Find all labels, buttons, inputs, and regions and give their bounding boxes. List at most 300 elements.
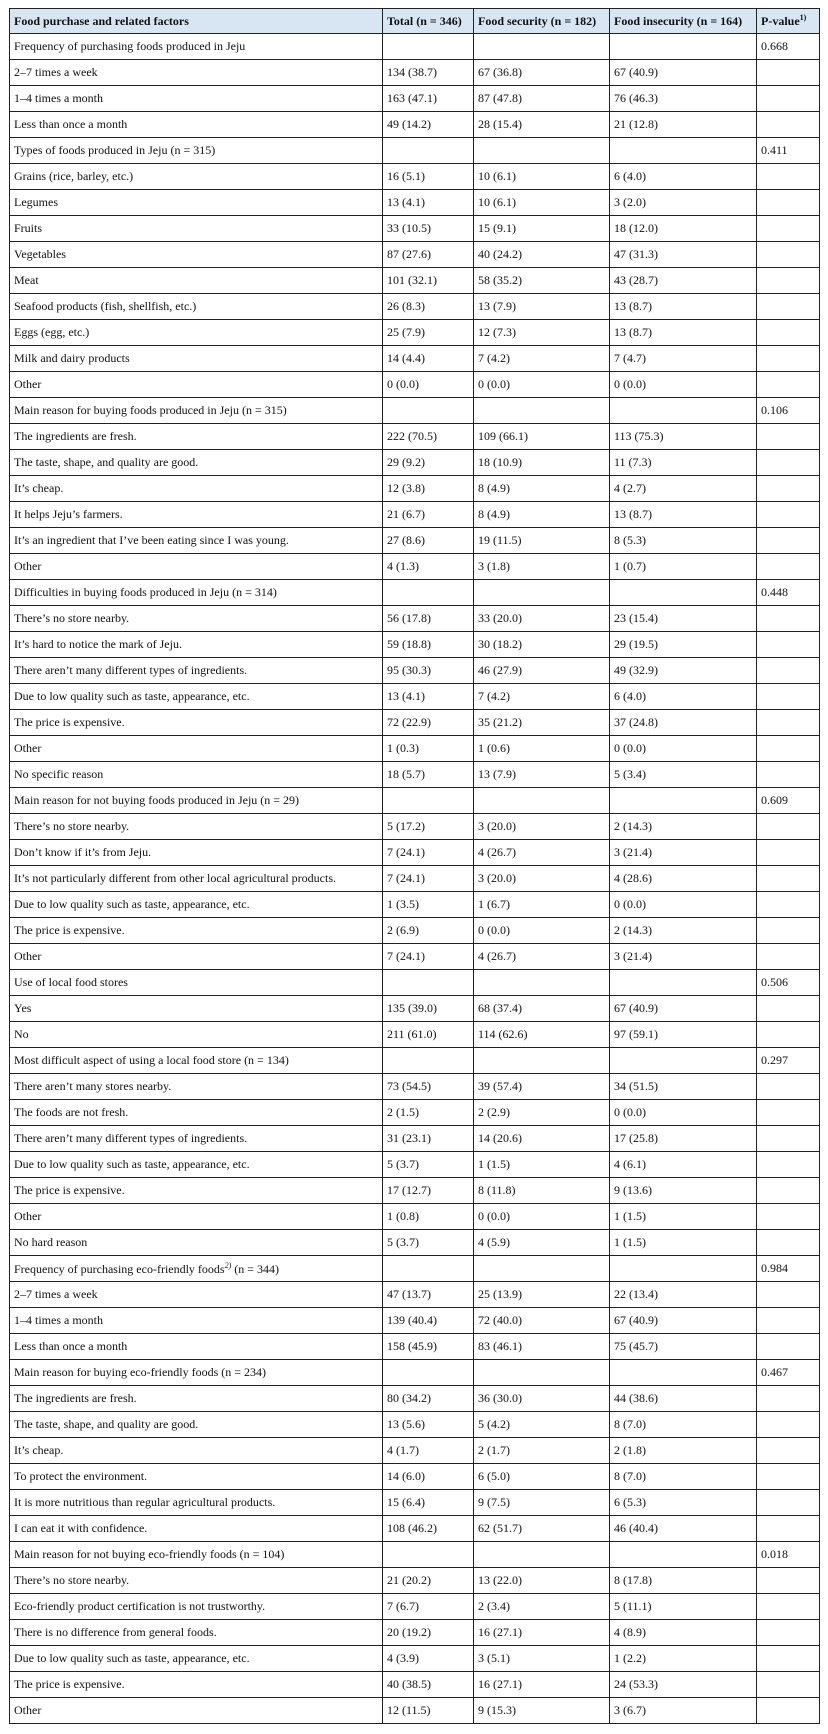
total-cell: 2 (1.5): [383, 1100, 474, 1126]
row-label-cell: [10, 970, 383, 996]
total-cell: 33 (10.5): [383, 216, 474, 242]
row-label-cell: [10, 1100, 383, 1126]
table-row: [10, 1490, 820, 1516]
table-row: [10, 1334, 820, 1360]
row-label: Grains (rice, barley, etc.): [14, 169, 134, 183]
total-cell: 13 (4.1): [383, 684, 474, 710]
row-label: Milk and dairy products: [14, 351, 130, 365]
food-insecurity-cell: [610, 970, 757, 996]
table-row: [10, 1568, 820, 1594]
food-security-cell: 12 (7.3): [474, 320, 610, 346]
p-value-cell: [757, 762, 820, 788]
p-value-cell: [757, 1386, 820, 1412]
food-security-cell: 46 (27.9): [474, 658, 610, 684]
row-label: Vegetables: [14, 247, 66, 261]
total-cell: 21 (20.2): [383, 1568, 474, 1594]
food-insecurity-cell: 13 (8.7): [610, 294, 757, 320]
food-insecurity-cell: 8 (7.0): [610, 1464, 757, 1490]
food-security-cell: [474, 138, 610, 164]
table-row: [10, 1464, 820, 1490]
row-label-cell: [10, 1464, 383, 1490]
food-insecurity-cell: 76 (46.3): [610, 86, 757, 112]
food-insecurity-cell: 67 (40.9): [610, 996, 757, 1022]
p-value-cell: [757, 892, 820, 918]
row-label: It’s not particularly different from other local agricultural products.: [14, 871, 337, 885]
p-value-cell: [757, 554, 820, 580]
p-value-cell: [757, 86, 820, 112]
row-label-cell: [10, 580, 383, 606]
food-insecurity-cell: 2 (14.3): [610, 918, 757, 944]
table-row: [10, 1698, 820, 1724]
row-label-cell: [10, 658, 383, 684]
p-value-cell: [757, 1412, 820, 1438]
total-cell: 5 (17.2): [383, 814, 474, 840]
food-security-cell: 14 (20.6): [474, 1126, 610, 1152]
food-security-cell: 40 (24.2): [474, 242, 610, 268]
row-label: Meat: [14, 273, 39, 287]
p-value-cell: [757, 320, 820, 346]
food-insecurity-cell: 0 (0.0): [610, 372, 757, 398]
row-label: Due to low quality such as taste, appearance, etc.: [14, 689, 250, 703]
food-security-cell: 3 (5.1): [474, 1646, 610, 1672]
row-label-cell: [10, 892, 383, 918]
row-label-cell: [10, 1620, 383, 1646]
table-row: [10, 710, 820, 736]
total-cell: 5 (3.7): [383, 1230, 474, 1256]
row-label-cell: [10, 138, 383, 164]
food-insecurity-cell: 3 (21.4): [610, 944, 757, 970]
row-label: Other: [14, 559, 42, 573]
total-cell: 13 (5.6): [383, 1412, 474, 1438]
table-row: [10, 684, 820, 710]
food-insecurity-cell: 67 (40.9): [610, 60, 757, 86]
p-value-cell: [757, 1204, 820, 1230]
food-insecurity-cell: 18 (12.0): [610, 216, 757, 242]
total-cell: 7 (24.1): [383, 866, 474, 892]
row-label: To protect the environment.: [14, 1469, 148, 1483]
food-security-cell: 3 (1.8): [474, 554, 610, 580]
row-label-cell: [10, 450, 383, 476]
food-insecurity-cell: 23 (15.4): [610, 606, 757, 632]
food-security-cell: 1 (6.7): [474, 892, 610, 918]
table-row: [10, 866, 820, 892]
column-header-factors: Food purchase and related factors: [10, 9, 383, 34]
row-label: The taste, shape, and quality are good.: [14, 455, 199, 469]
food-security-cell: 1 (0.6): [474, 736, 610, 762]
food-insecurity-cell: 46 (40.4): [610, 1516, 757, 1542]
food-insecurity-cell: 34 (51.5): [610, 1074, 757, 1100]
food-insecurity-cell: 7 (4.7): [610, 346, 757, 372]
row-label: No specific reason: [14, 767, 104, 781]
row-label-cell: [10, 502, 383, 528]
p-value-cell: [757, 1438, 820, 1464]
food-security-cell: 16 (27.1): [474, 1620, 610, 1646]
table-row: [10, 320, 820, 346]
table-row: [10, 294, 820, 320]
total-cell: 87 (27.6): [383, 242, 474, 268]
table-row: [10, 840, 820, 866]
p-value-cell: [757, 710, 820, 736]
row-label-cell: [10, 1412, 383, 1438]
p-value-cell: [757, 1022, 820, 1048]
total-cell: 18 (5.7): [383, 762, 474, 788]
total-cell: 13 (4.1): [383, 190, 474, 216]
table-row: [10, 1022, 820, 1048]
row-label: 1–4 times a month: [14, 1313, 103, 1327]
p-value-cell: [757, 164, 820, 190]
table-row: [10, 1256, 820, 1282]
food-security-cell: 25 (13.9): [474, 1282, 610, 1308]
food-insecurity-cell: 1 (0.7): [610, 554, 757, 580]
total-cell: [383, 34, 474, 60]
p-value-cell: [757, 528, 820, 554]
food-insecurity-cell: 1 (1.5): [610, 1204, 757, 1230]
row-label-cell: [10, 1022, 383, 1048]
food-security-cell: 0 (0.0): [474, 918, 610, 944]
food-insecurity-cell: 22 (13.4): [610, 1282, 757, 1308]
p-value-cell: [757, 632, 820, 658]
food-insecurity-cell: 67 (40.9): [610, 1308, 757, 1334]
row-label: Due to low quality such as taste, appearance, etc.: [14, 1157, 250, 1171]
food-security-cell: 13 (7.9): [474, 762, 610, 788]
table-row: [10, 346, 820, 372]
row-label-cell: [10, 1646, 383, 1672]
food-security-cell: 7 (4.2): [474, 346, 610, 372]
food-security-cell: 9 (15.3): [474, 1698, 610, 1724]
food-security-cell: 87 (47.8): [474, 86, 610, 112]
food-security-cell: 9 (7.5): [474, 1490, 610, 1516]
row-label: Most difficult aspect of using a local food store (n = 134): [14, 1053, 289, 1067]
row-label: Less than once a month: [14, 1339, 128, 1353]
food-security-cell: [474, 1256, 610, 1282]
table-header: [10, 9, 820, 34]
total-cell: [383, 1542, 474, 1568]
row-label-cell: [10, 1490, 383, 1516]
food-insecurity-cell: 13 (8.7): [610, 320, 757, 346]
row-label: The ingredients are fresh.: [14, 429, 137, 443]
row-label: 2–7 times a week: [14, 65, 98, 79]
table-row: [10, 1386, 820, 1412]
total-cell: 135 (39.0): [383, 996, 474, 1022]
food-insecurity-cell: 43 (28.7): [610, 268, 757, 294]
total-cell: 4 (1.7): [383, 1438, 474, 1464]
food-security-cell: 28 (15.4): [474, 112, 610, 138]
food-insecurity-cell: 9 (13.6): [610, 1178, 757, 1204]
row-label-cell: [10, 788, 383, 814]
row-label: The price is expensive.: [14, 923, 125, 937]
table-row: [10, 918, 820, 944]
p-value-cell: [757, 684, 820, 710]
food-security-cell: 13 (22.0): [474, 1568, 610, 1594]
row-label: There aren’t many stores nearby.: [14, 1079, 172, 1093]
row-label: Other: [14, 1209, 42, 1223]
p-value-cell: [757, 1698, 820, 1724]
row-label: Other: [14, 949, 42, 963]
row-label-cell: [10, 268, 383, 294]
total-cell: [383, 580, 474, 606]
p-value-cell: [757, 424, 820, 450]
row-label: Other: [14, 741, 42, 755]
food-insecurity-cell: 3 (2.0): [610, 190, 757, 216]
row-label: Fruits: [14, 221, 43, 235]
p-value-cell: 0.984: [757, 1256, 820, 1282]
food-security-cell: 0 (0.0): [474, 1204, 610, 1230]
row-label: There aren’t many different types of ingredients.: [14, 663, 248, 677]
table-row: [10, 1672, 820, 1698]
column-header-total: Total (n = 346): [383, 9, 474, 34]
row-label-cell: [10, 164, 383, 190]
table-row: [10, 1620, 820, 1646]
table-row: [10, 1594, 820, 1620]
p-value-cell: 0.506: [757, 970, 820, 996]
table-row: [10, 1646, 820, 1672]
food-security-cell: 114 (62.6): [474, 1022, 610, 1048]
row-label: Main reason for buying eco-friendly foods (n = 234): [14, 1365, 267, 1379]
total-cell: 47 (13.7): [383, 1282, 474, 1308]
food-insecurity-cell: [610, 788, 757, 814]
row-label-cell: [10, 684, 383, 710]
food-insecurity-cell: 1 (2.2): [610, 1646, 757, 1672]
row-label-cell: [10, 1074, 383, 1100]
food-insecurity-cell: [610, 1360, 757, 1386]
p-value-cell: [757, 840, 820, 866]
row-label: There’s no store nearby.: [14, 611, 130, 625]
food-insecurity-cell: 44 (38.6): [610, 1386, 757, 1412]
total-cell: 7 (24.1): [383, 944, 474, 970]
row-label: It’s an ingredient that I’ve been eating since I was young.: [14, 533, 289, 547]
food-security-cell: 58 (35.2): [474, 268, 610, 294]
row-label: There is no difference from general foods.: [14, 1625, 217, 1639]
row-label-cell: [10, 1126, 383, 1152]
p-value-cell: [757, 1594, 820, 1620]
row-label-cell: [10, 346, 383, 372]
food-security-cell: [474, 1048, 610, 1074]
p-value-cell: [757, 216, 820, 242]
food-security-cell: 19 (11.5): [474, 528, 610, 554]
row-label-cell: [10, 1542, 383, 1568]
p-value-cell: [757, 1568, 820, 1594]
row-label-cell: [10, 1178, 383, 1204]
table-row: [10, 1308, 820, 1334]
p-value-cell: [757, 1620, 820, 1646]
p-value-cell: [757, 996, 820, 1022]
total-cell: [383, 1048, 474, 1074]
total-cell: 7 (24.1): [383, 840, 474, 866]
table-row: [10, 1074, 820, 1100]
food-insecurity-cell: 47 (31.3): [610, 242, 757, 268]
p-value-cell: [757, 736, 820, 762]
food-security-cell: 2 (1.7): [474, 1438, 610, 1464]
p-value-cell: 0.467: [757, 1360, 820, 1386]
food-security-cell: 39 (57.4): [474, 1074, 610, 1100]
row-label: Legumes: [14, 195, 58, 209]
food-insecurity-cell: 13 (8.7): [610, 502, 757, 528]
food-security-cell: 67 (36.8): [474, 60, 610, 86]
food-security-cell: [474, 398, 610, 424]
row-label-cell: [10, 60, 383, 86]
p-value-cell: [757, 944, 820, 970]
table-row: [10, 502, 820, 528]
total-cell: 1 (3.5): [383, 892, 474, 918]
food-security-cell: [474, 970, 610, 996]
table-row: [10, 450, 820, 476]
row-label-cell: [10, 320, 383, 346]
row-label-cell: [10, 814, 383, 840]
total-cell: 2 (6.9): [383, 918, 474, 944]
table-row: [10, 1438, 820, 1464]
row-label-cell: [10, 840, 383, 866]
food-insecurity-cell: 3 (21.4): [610, 840, 757, 866]
table-row: [10, 424, 820, 450]
row-label-cell: [10, 996, 383, 1022]
row-label: There’s no store nearby.: [14, 819, 130, 833]
p-value-cell: [757, 268, 820, 294]
column-header-p-value: [757, 9, 820, 34]
row-label-cell: [10, 1282, 383, 1308]
food-security-cell: 33 (20.0): [474, 606, 610, 632]
food-insecurity-cell: 2 (14.3): [610, 814, 757, 840]
food-security-cell: 1 (1.5): [474, 1152, 610, 1178]
row-label-cell: [10, 1048, 383, 1074]
p-value-cell: [757, 294, 820, 320]
row-label-cell: [10, 112, 383, 138]
row-label-cell: [10, 34, 383, 60]
p-value-cell: 0.106: [757, 398, 820, 424]
food-security-cell: 109 (66.1): [474, 424, 610, 450]
food-security-cell: 36 (30.0): [474, 1386, 610, 1412]
food-security-cell: 2 (2.9): [474, 1100, 610, 1126]
food-insecurity-cell: 4 (2.7): [610, 476, 757, 502]
table-row: [10, 1516, 820, 1542]
p-value-cell: [757, 112, 820, 138]
table-row: [10, 632, 820, 658]
table-row: [10, 736, 820, 762]
food-insecurity-cell: 21 (12.8): [610, 112, 757, 138]
table-row: [10, 190, 820, 216]
total-cell: 31 (23.1): [383, 1126, 474, 1152]
row-label: It helps Jeju’s farmers.: [14, 507, 123, 521]
row-label-cell: [10, 528, 383, 554]
food-insecurity-cell: 5 (3.4): [610, 762, 757, 788]
total-cell: [383, 1256, 474, 1282]
table-row: [10, 1360, 820, 1386]
total-cell: 59 (18.8): [383, 632, 474, 658]
row-label-cell: [10, 1438, 383, 1464]
food-insecurity-cell: 8 (17.8): [610, 1568, 757, 1594]
total-cell: 21 (6.7): [383, 502, 474, 528]
row-label: There aren’t many different types of ingredients.: [14, 1131, 248, 1145]
food-insecurity-cell: 0 (0.0): [610, 1100, 757, 1126]
p-value-label: P-value: [761, 14, 800, 28]
food-insecurity-cell: [610, 1048, 757, 1074]
p-value-cell: [757, 1672, 820, 1698]
p-value-cell: [757, 1074, 820, 1100]
p-value-cell: [757, 866, 820, 892]
food-security-cell: [474, 1542, 610, 1568]
p-value-cell: 0.411: [757, 138, 820, 164]
food-insecurity-cell: [610, 398, 757, 424]
table-row: [10, 580, 820, 606]
food-security-cell: 3 (20.0): [474, 866, 610, 892]
total-cell: [383, 970, 474, 996]
total-cell: 80 (34.2): [383, 1386, 474, 1412]
food-insecurity-cell: 11 (7.3): [610, 450, 757, 476]
row-label-sample-size: (n = 344): [231, 1261, 280, 1276]
total-cell: 72 (22.9): [383, 710, 474, 736]
food-insecurity-cell: 29 (19.5): [610, 632, 757, 658]
row-label-cell: [10, 762, 383, 788]
food-insecurity-cell: 37 (24.8): [610, 710, 757, 736]
p-value-cell: [757, 1230, 820, 1256]
table-row: [10, 112, 820, 138]
food-insecurity-cell: 6 (4.0): [610, 684, 757, 710]
food-security-cell: 10 (6.1): [474, 190, 610, 216]
food-insecurity-cell: 75 (45.7): [610, 1334, 757, 1360]
row-label: The price is expensive.: [14, 1183, 125, 1197]
total-cell: 27 (8.6): [383, 528, 474, 554]
table-row: [10, 528, 820, 554]
p-value-cell: [757, 814, 820, 840]
row-label: Frequency of purchasing foods produced in Jeju: [14, 39, 246, 53]
total-cell: 4 (1.3): [383, 554, 474, 580]
total-cell: 20 (19.2): [383, 1620, 474, 1646]
table-row: [10, 372, 820, 398]
total-cell: 95 (30.3): [383, 658, 474, 684]
row-label: Use of local food stores: [14, 975, 128, 989]
row-label: Eco-friendly product certification is not trustworthy.: [14, 1599, 266, 1613]
p-value-cell: 0.448: [757, 580, 820, 606]
row-label: Yes: [14, 1001, 32, 1015]
food-insecurity-cell: 0 (0.0): [610, 736, 757, 762]
row-label-cell: [10, 424, 383, 450]
table-row: [10, 892, 820, 918]
row-label-cell: [10, 86, 383, 112]
row-label-cell: [10, 1386, 383, 1412]
row-label: No: [14, 1027, 29, 1041]
row-label-cell: [10, 606, 383, 632]
food-insecurity-cell: 3 (6.7): [610, 1698, 757, 1724]
table-row: [10, 1178, 820, 1204]
row-label: Frequency of purchasing eco-friendly foods: [14, 1261, 225, 1276]
table-row: [10, 554, 820, 580]
food-insecurity-cell: 4 (8.9): [610, 1620, 757, 1646]
food-insecurity-cell: 6 (5.3): [610, 1490, 757, 1516]
p-value-cell: [757, 450, 820, 476]
p-value-cell: [757, 502, 820, 528]
table-row: [10, 762, 820, 788]
total-cell: 12 (11.5): [383, 1698, 474, 1724]
total-cell: 108 (46.2): [383, 1516, 474, 1542]
row-label: Seafood products (fish, shellfish, etc.): [14, 299, 197, 313]
food-insecurity-cell: 113 (75.3): [610, 424, 757, 450]
row-label: The foods are not fresh.: [14, 1105, 129, 1119]
row-label-cell: [10, 710, 383, 736]
footnote-marker: 2): [224, 1260, 232, 1270]
table-row: [10, 138, 820, 164]
row-label-cell: [10, 736, 383, 762]
food-security-cell: 6 (5.0): [474, 1464, 610, 1490]
food-security-cell: 15 (9.1): [474, 216, 610, 242]
row-label: Other: [14, 1703, 42, 1717]
row-label-cell: [10, 554, 383, 580]
food-security-cell: 72 (40.0): [474, 1308, 610, 1334]
p-value-cell: [757, 1152, 820, 1178]
table-row: [10, 658, 820, 684]
food-security-cell: 0 (0.0): [474, 372, 610, 398]
food-insecurity-cell: 24 (53.3): [610, 1672, 757, 1698]
column-header-food-security: Food security (n = 182): [474, 9, 610, 34]
total-cell: 26 (8.3): [383, 294, 474, 320]
